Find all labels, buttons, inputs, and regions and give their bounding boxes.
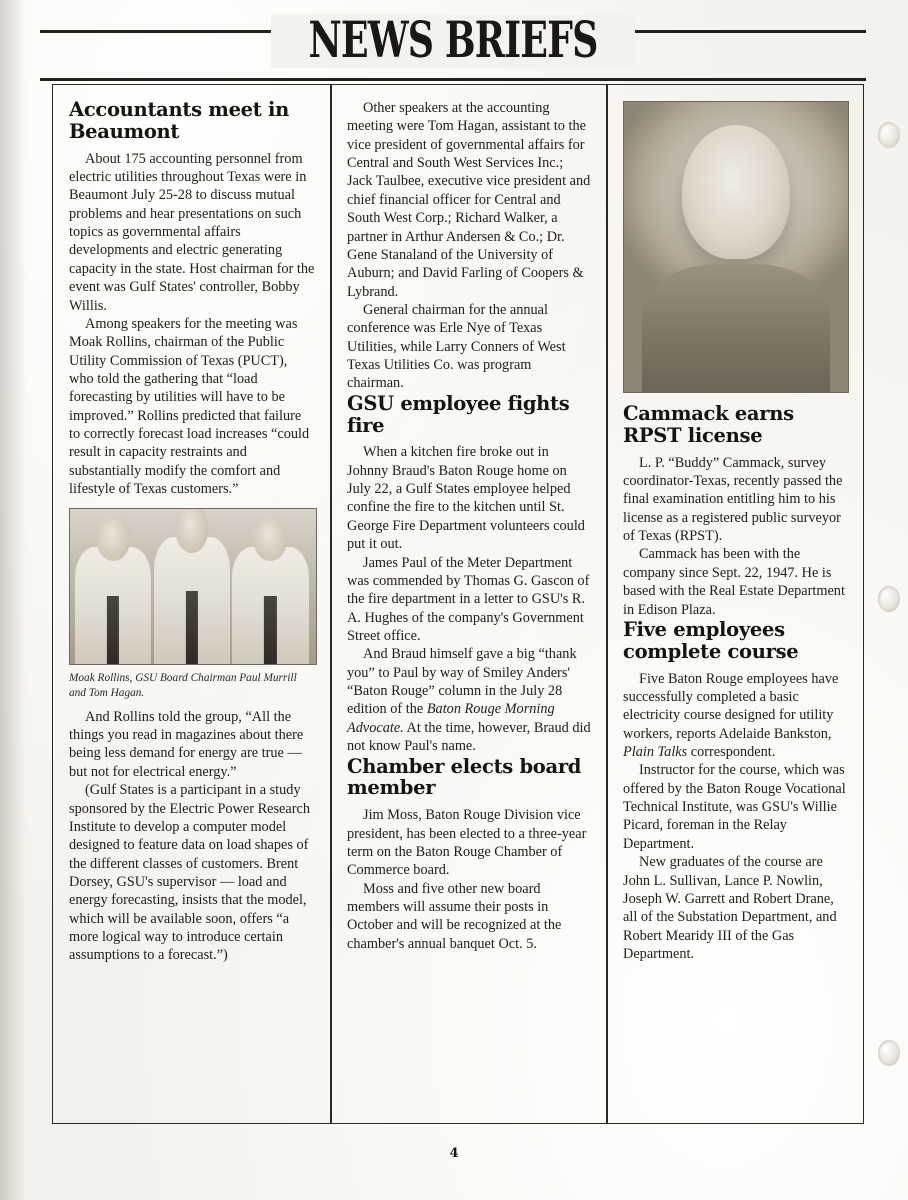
chamber-paragraph-1: Jim Moss, Baton Rouge Division vice president, has been elected to a three-year term on the Baton Rouge Chamber of Commerce board. xyxy=(347,807,587,879)
masthead-rule-bottom xyxy=(40,78,866,81)
five-employees-paragraph-1-part-b: correspondent. xyxy=(687,743,776,760)
article-heading-five-employees: Five employees complete course xyxy=(623,617,799,663)
five-employees-paragraph-1 xyxy=(623,670,847,762)
masthead-title-text: NEWS BRIEFS xyxy=(308,11,598,70)
fire-paragraph-3-italic: Baton Rouge Morning Advocate. xyxy=(347,701,555,736)
article-heading-gsu-employee-fights-fire: GSU employee fights fire xyxy=(347,391,570,437)
article-heading-chamber-elects: Chamber elects board member xyxy=(347,754,582,800)
photo-caption: Moak Rollins, GSU Board Chairman Paul Murrill and Tom Hagan. xyxy=(69,672,297,699)
column-one xyxy=(53,85,331,1123)
fire-paragraph-2: James Paul of the Meter Department was commended by Thomas G. Gascon of the fire department in a letter to GSU's R. A. Hughes of the company's Government Street office. xyxy=(347,554,590,644)
accountants-continued-paragraph-2: General chairman for the annual conference was Erle Nye of Texas Utilities, while Larry Conners of West Texas Utilities Co. was program chairman. xyxy=(347,301,566,392)
fire-paragraph-1: When a kitchen fire broke out in Johnny Braud's Baton Rouge home on July 22, a Gulf States employee helped confine the fire to the kitchen until St. George Fire Department volunteers could put it out. xyxy=(347,444,585,553)
binder-hole-bottom xyxy=(878,1040,900,1066)
accountants-paragraph-4: (Gulf States is a participant in a study sponsored by the Electric Power Research Institute to develop a computer model designed to feature data on load shapes of the different classes of customers. Brent Dorsey, GSU's supervisor — load and energy forecasting, insists that the model, which will be available soon, offers “a more logical way to introduce certain assumptions to a forecast.”) xyxy=(69,782,310,964)
fire-paragraph-3-part-b: At the time, however, Braud did not know Paul's name. xyxy=(347,719,591,755)
page-number: 4 xyxy=(449,1146,459,1161)
page-edge-shadow xyxy=(0,0,26,1200)
cammack-paragraph-2: Cammack has been with the company since Sept. 22, 1947. He is based with the Real Estate Department in Edison Plaza. xyxy=(623,546,845,618)
cammack-paragraph-1: L. P. “Buddy” Cammack, survey coordinator-Texas, recently passed the final examination entitling him to his license as a registered public surveyor of Texas (RPST). xyxy=(623,454,843,545)
photo-cammack-portrait xyxy=(623,101,849,393)
photo-figure-right xyxy=(232,547,308,665)
masthead-title xyxy=(271,11,635,70)
article-heading-cammack: Cammack earns RPST license xyxy=(623,402,794,447)
photo-figure-center xyxy=(154,537,230,664)
binder-hole-middle xyxy=(878,586,900,612)
five-employees-paragraph-3: New graduates of the course are John L. Sullivan, Lance P. Nowlin, Joseph W. Garrett and Robert Drane, all of the Substation Department, and Robert Mearidy III of the Gas Department. xyxy=(623,854,837,962)
accountants-paragraph-2: Among speakers for the meeting was Moak Rollins, chairman of the Public Utility Commission of Texas (PUCT), who told the gathering that “load forecasting by utilities will have to be improved.” Rollins predicted that failure to correctly forecast load increases “could result in capacity restraints and substantially modify the comfort and lifestyle of Texas customers.” xyxy=(69,315,310,498)
five-employees-paragraph-1-italic: Plain Talks xyxy=(623,743,688,760)
column-three xyxy=(607,85,863,1123)
accountants-paragraph-1: About 175 accounting personnel from electric utilities throughout Texas were in Beaumont July 25-28 to discuss mutual problems and hear presentations on such topics as governmental affairs developments and electric generating capacity in the state. Host chairman for the event was Gulf States' controller, Bobby Willis. xyxy=(69,150,315,314)
masthead xyxy=(40,11,866,72)
accountants-paragraph-3: And Rollins told the group, “All the things you read in magazines about there being less demand for energy are true — but not for electrical energy.” xyxy=(69,708,304,780)
portrait-artwork xyxy=(624,102,848,392)
chamber-paragraph-2: Moss and five other new board members will assume their posts in October and will be recognized at the chamber's annual banquet Oct. 5. xyxy=(347,880,562,952)
five-employees-paragraph-2: Instructor for the course, which was offered by the Baton Rouge Vocational Technical Institute, was GSU's Willie Picard, foreman in the Relay Department. xyxy=(623,762,846,852)
photo-figure-left xyxy=(75,547,151,665)
five-employees-paragraph-1-part-a: Five Baton Rouge employees have successfully completed a basic electricity course designed for utility workers, reports Adelaide Bankston, xyxy=(623,670,839,742)
column-two xyxy=(331,85,607,1123)
article-heading-accountants: Accountants meet in Beaumont xyxy=(69,98,289,143)
article-frame xyxy=(52,84,864,1124)
photo-artwork xyxy=(70,509,316,664)
binder-hole-top xyxy=(878,122,900,148)
fire-paragraph-3 xyxy=(347,645,591,755)
fire-paragraph-3-part-a: And Braud himself gave a big “thank you” to Paul by way of Smiley Anders' “Baton Rouge” column in the July 28 edition of the xyxy=(347,646,577,718)
photo-rollins-murrill-hagan xyxy=(69,508,317,665)
accountants-continued-paragraph-1: Other speakers at the accounting meeting were Tom Hagan, assistant to the vice president of governmental affairs for Central and South West Services Inc.; Jack Taulbee, executive vice president and chief financial officer for Central and South West Corp.; Richard Walker, a partner in Arthur Andersen & Co.; Dr. Gene Stanaland of the University of Auburn; and David Farling of Coopers & Lybrand. xyxy=(347,100,591,300)
